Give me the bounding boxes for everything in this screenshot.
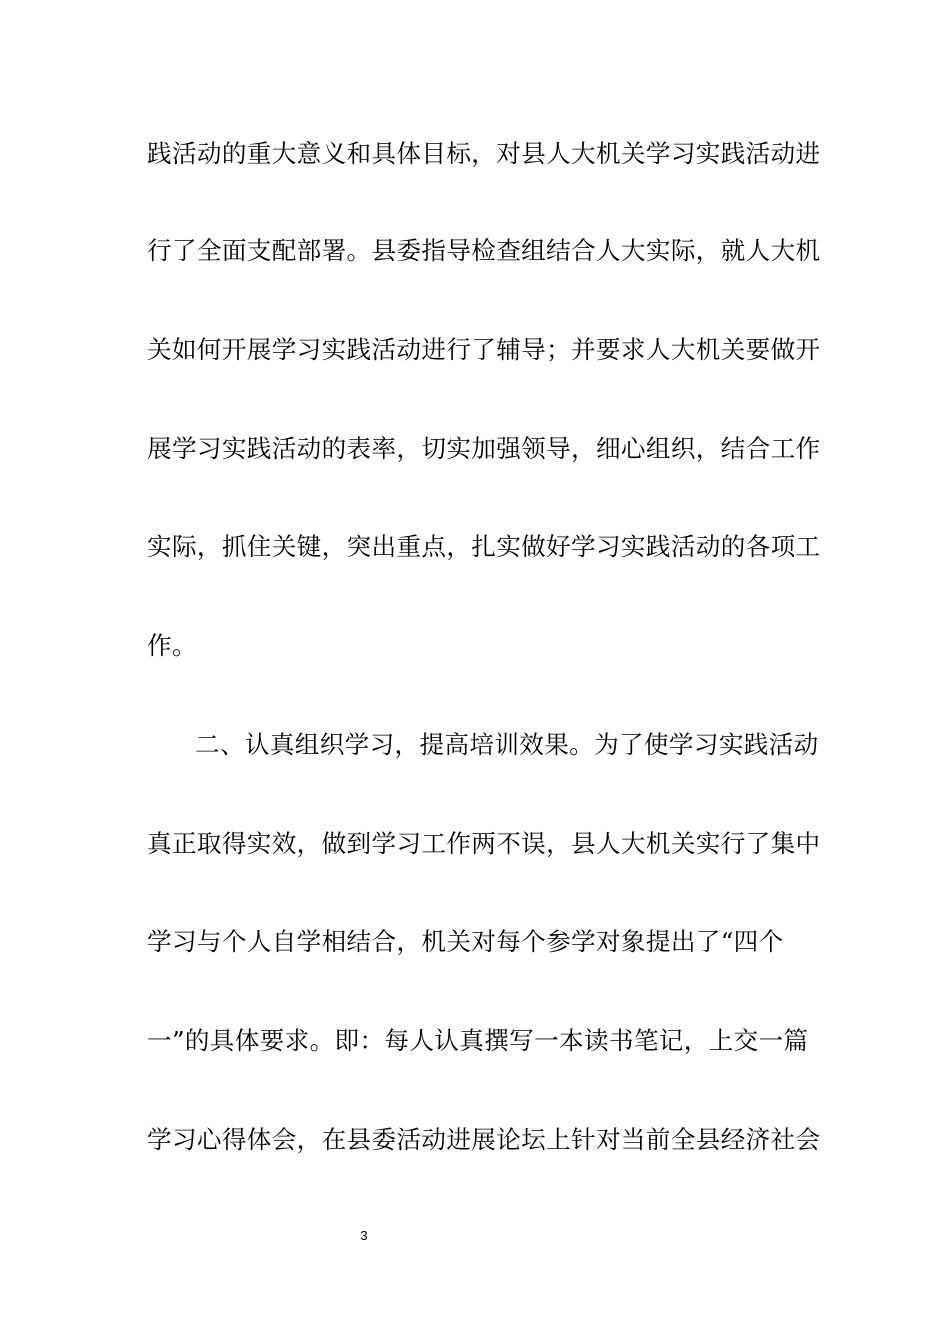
paragraph-line: 行了全面支配部署。县委指导检查组结合人大实际，就人大机: [147, 236, 821, 265]
page-number: 3: [360, 1228, 368, 1243]
paragraph-line: 一”的具体要求。即：每人认真撰写一本读书笔记，上交一篇: [147, 1026, 809, 1055]
paragraph-line: 关如何开展学习实践活动进行了辅导；并要求人大机关要做开: [147, 335, 821, 364]
paragraph-line: 展学习实践活动的表率，切实加强领导，细心组织，结合工作: [147, 434, 821, 463]
paragraph-line: 作。: [147, 631, 197, 660]
section-heading-line: 二、认真组织学习，提高培训效果。为了使学习实践活动: [195, 730, 819, 759]
paragraph-line: 学习与个人自学相结合，机关对每个参学对象提出了“四个: [147, 927, 784, 956]
paragraph-line: 真正取得实效，做到学习工作两不误，县人大机关实行了集中: [147, 829, 821, 858]
paragraph-line: 学习心得体会，在县委活动进展论坛上针对当前全县经济社会: [147, 1125, 821, 1154]
paragraph-line: 践活动的重大意义和具体目标，对县人大机关学习实践活动进: [147, 139, 821, 168]
paragraph-line: 实际，抓住关键，突出重点，扎实做好学习实践活动的各项工: [147, 532, 821, 561]
